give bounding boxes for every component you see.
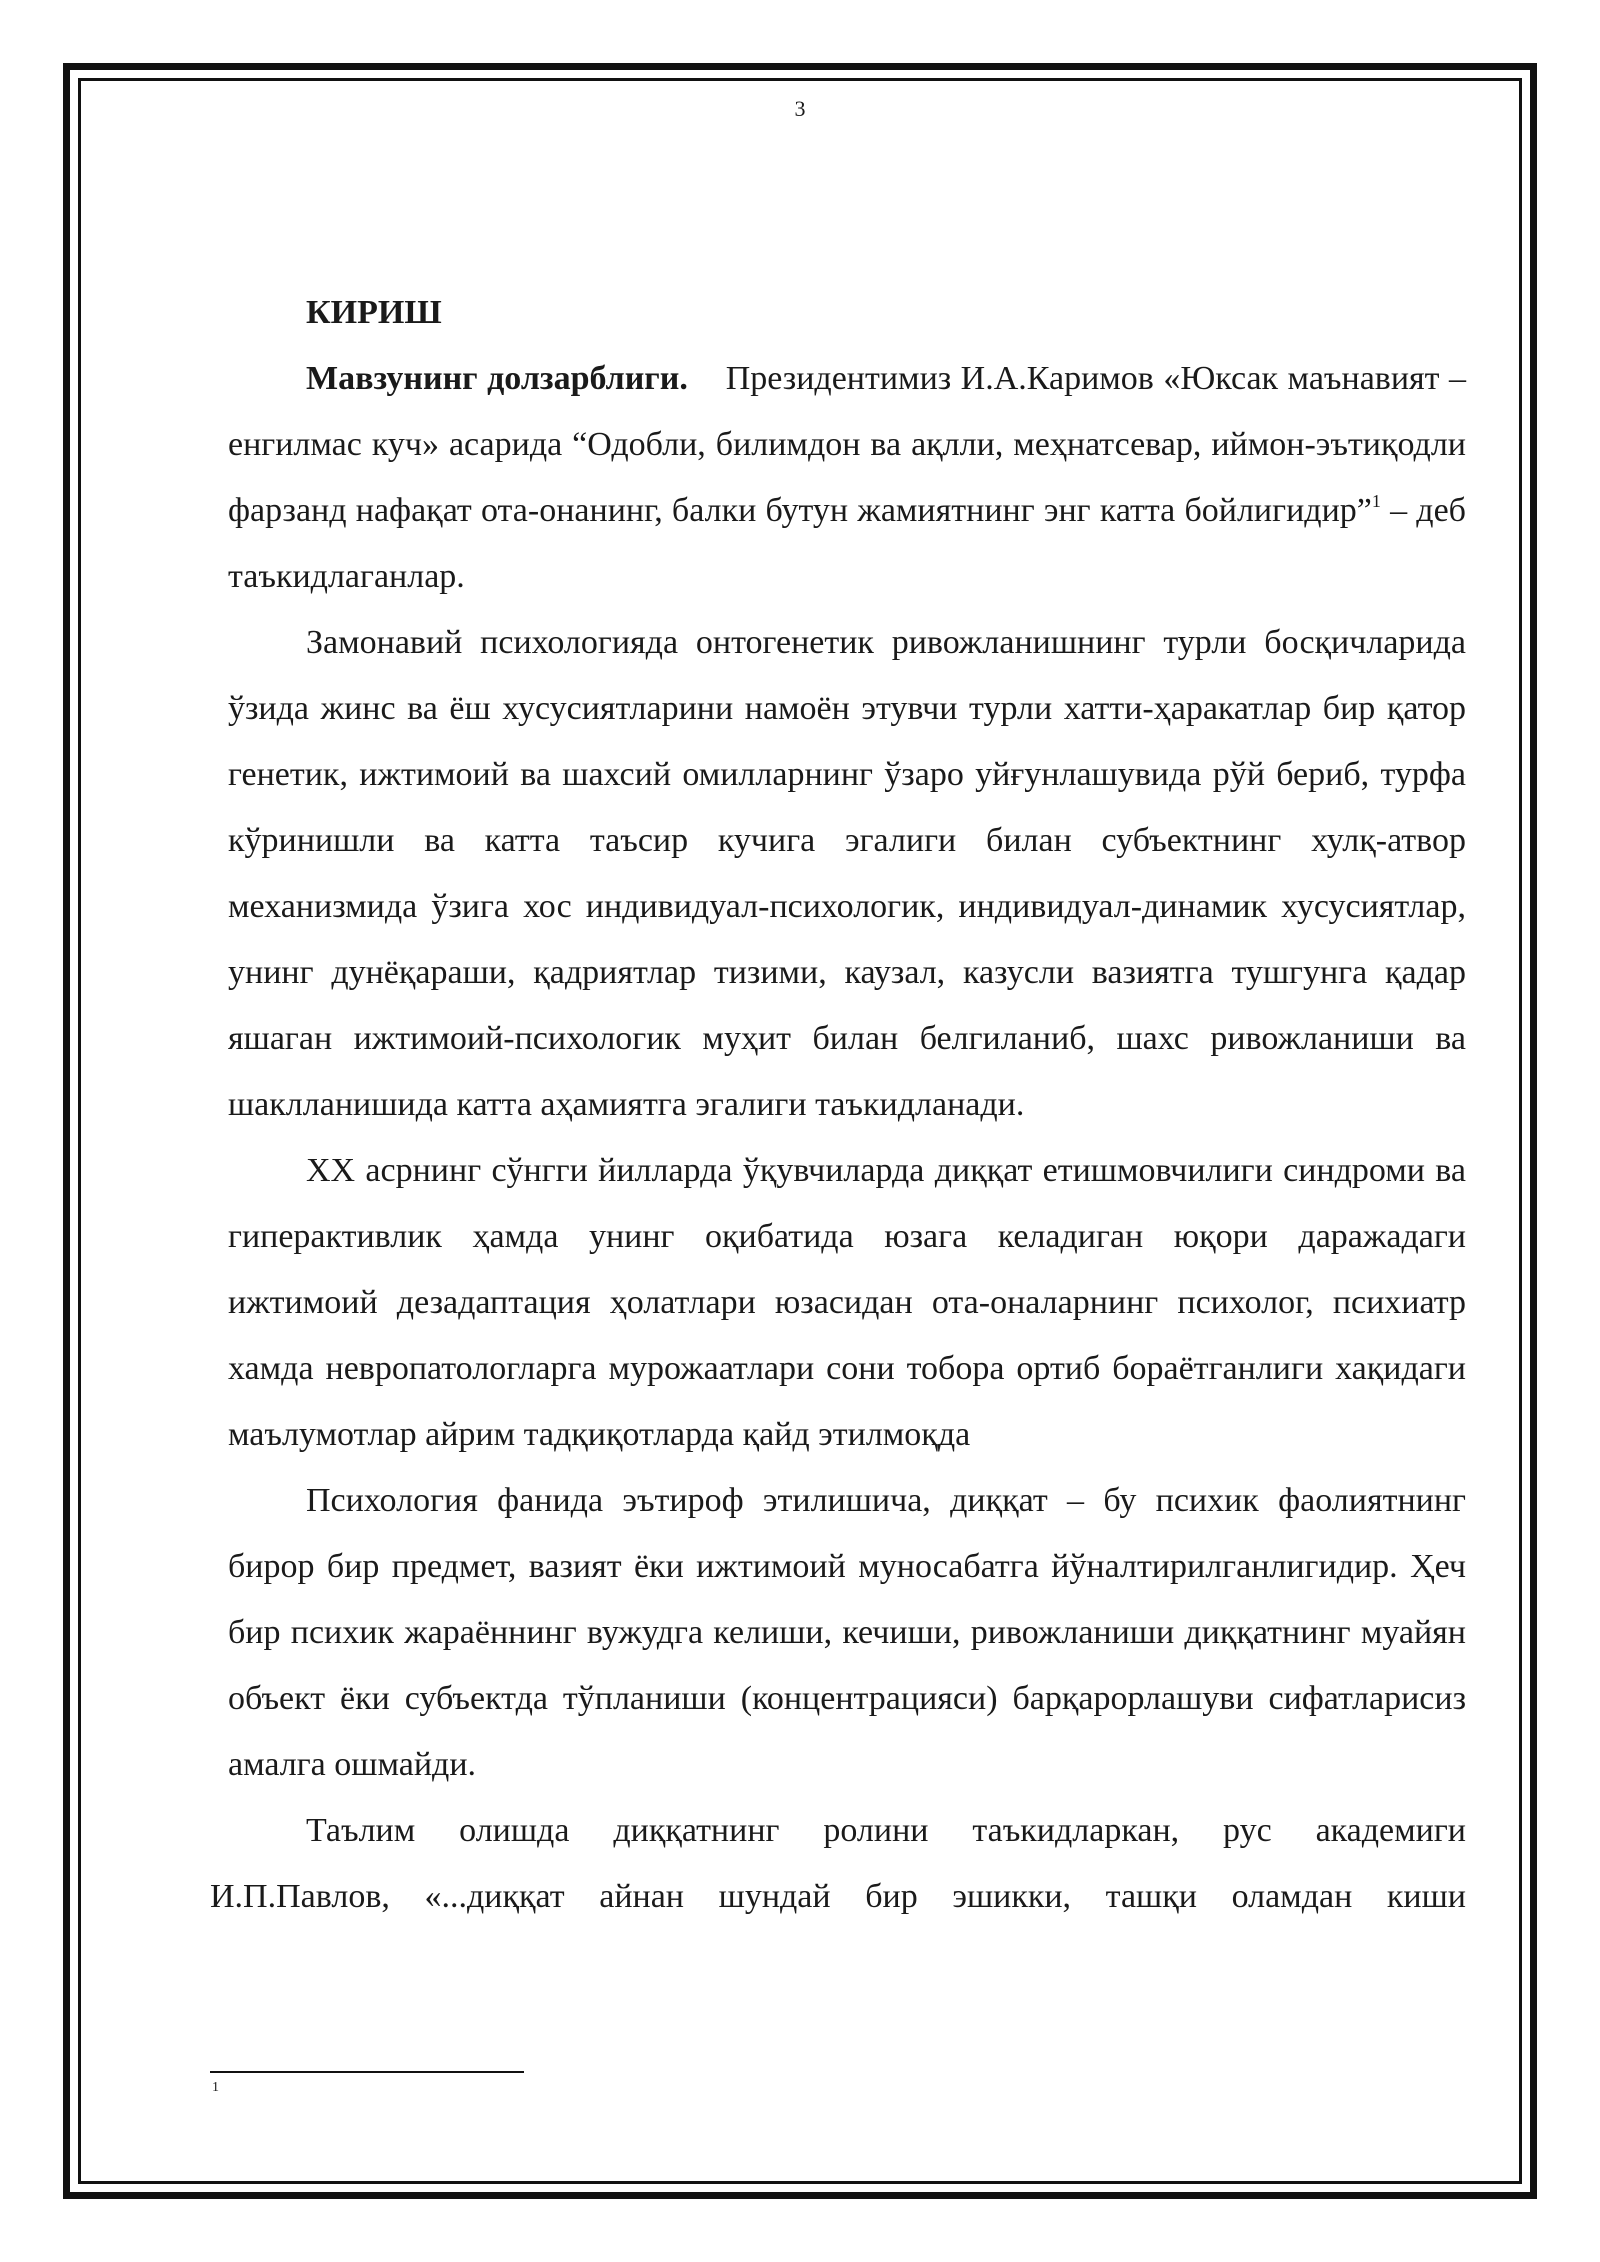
paragraph-pavlov-line1: Таълим олишда диққатнинг ролини таъкидларкан, рус академиги — [306, 1812, 1466, 1849]
paragraph-tail: – деб таъкидлаганлар. — [228, 492, 1466, 595]
page-number: 3 — [794, 96, 806, 121]
paragraph-psychology: Замонавий психологияда онтогенетик ривожланишнинг турли босқичларида ўзида жинс ва ёш хусусиятларини намоён этувчи турли хатти-ҳаракатлар бир қатор генетик, ижтимоий ва шахсий омилларнинг ўзаро уйғунлашувида рўй бериб, турфа кўринишли ва катта таъсир кучига эгалиги билан субъектнинг хулқ-атвор механизмида ўзига хос индивидуал-психологик, индивидуал-динамик хусусиятлар, унинг дунёқараши, қадриятлар тизими, каузал, казусли вазиятга тушгунга қадар яшаган ижтимоий-психологик муҳит билан белгиланиб, шахс ривожланиши ва шаклланишида катта аҳамиятга эгалиги таъкидланади. — [228, 624, 1466, 1123]
paragraph-relevance — [228, 346, 1466, 610]
paragraph-pavlov-line2: И.П.Павлов, «...диққат айнан шундай бир эшикки, ташқи оламдан киши — [210, 1878, 1466, 1915]
footnote-separator — [210, 2071, 524, 2073]
footnote-reference[interactable]: 1 — [1371, 491, 1381, 511]
paragraph-lead: Мавзунинг долзарблиги. — [306, 360, 688, 397]
paragraph-attention: Психология фанида эътироф этилишича, диққат – бу психик фаолиятнинг бирор бир предмет, вазият ёки ижтимоий муносабатга йўналтирилганлигидир. Ҳеч бир психик жараённинг вужудга келиши, кечиши, ривожланиши диққатнинг муайян объект ёки субъектда тўпланиши (концентрацияси) барқарорлашуви сифатларисиз амалга ошмайди. — [228, 1482, 1466, 1783]
paragraph-adhd: XX асрнинг сўнгги йилларда ўқувчиларда диққат етишмовчилиги синдроми ва гиперактивлик ҳамда унинг оқибатида юзага келадиган юқори даражадаги ижтимоий дезадаптация ҳолатлари юзасидан ота-оналарнинг психолог, психиатр хамда невропатологларга мурожаатлари сони тобора ортиб бораётганлиги хақидаги маълумотлар айрим тадқиқотларда қайд этилмоқда — [228, 1152, 1466, 1453]
footnote-mark: 1 — [212, 2080, 219, 2095]
document-body — [210, 280, 1467, 1930]
section-heading: КИРИШ — [306, 294, 442, 331]
paragraph-text: Президентимиз И.А.Каримов «Юксак маънавият – енгилмас куч» асарида “Одобли, билимдон ва ақлли, меҳнатсевар, иймон-эътиқодли фарзанд нафақат ота-онанинг, балки бутун жамиятнинг энг катта бойлигидир” — [228, 360, 1467, 529]
